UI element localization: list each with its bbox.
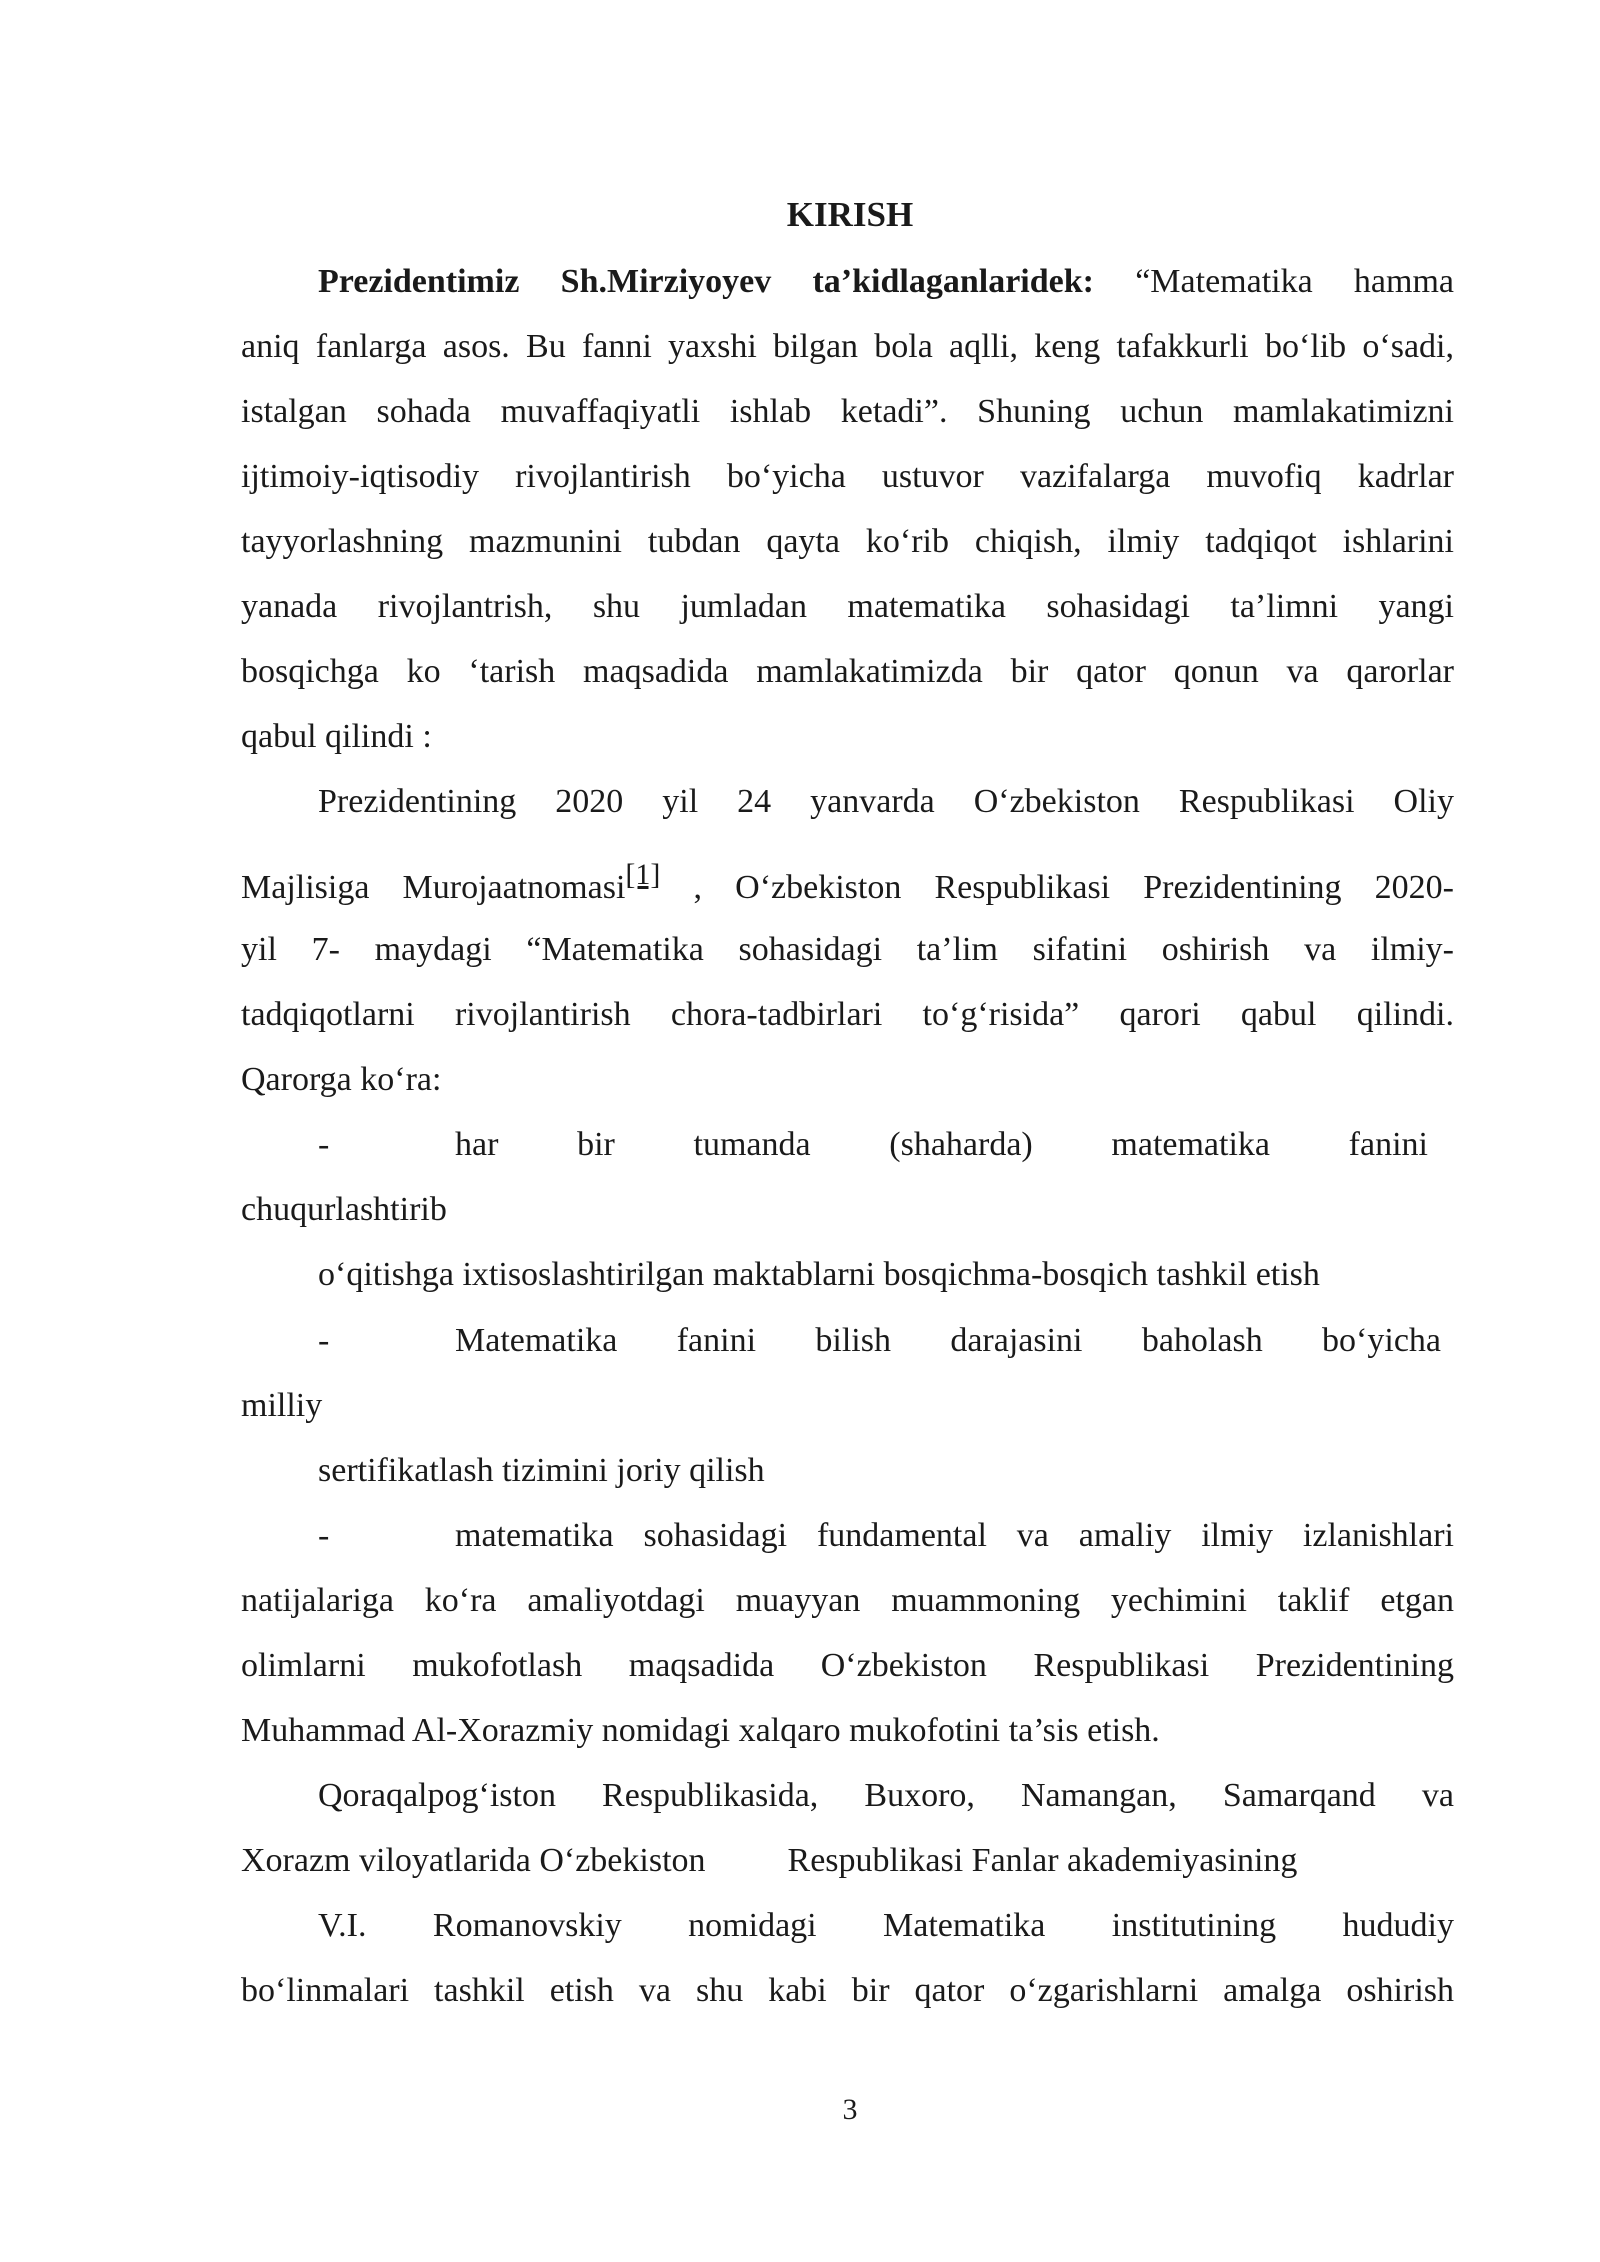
list-dash: - [318,1322,330,1359]
paragraph-2-line-4: tadqiqotlarni rivojlantirish chora-tadbirlari to‘g‘risida” qarori qabul qilindi. [241,996,1454,1033]
list-item-2-line-3: sertifikatlash tizimini joriy qilish [318,1452,765,1489]
paragraph-4-line-2: bo‘linmalari tashkil etish va shu kabi bir qator o‘zgarishlarni amalga oshirish [241,1972,1454,2009]
list-item-2-line-2: milliy [241,1387,323,1424]
list-dash: - [318,1126,330,1163]
decree-text: , O‘zbekiston Respublikasi Prezidentining 2020- [693,869,1454,906]
paragraph-1-line-8: qabul qilindi : [241,718,432,755]
quote-start: “Matematika hamma [1135,263,1455,300]
list-item-1-text: har bir tumanda (shaharda) matematika fanini [455,1126,1428,1163]
paragraph-2-line-2 [241,860,1454,913]
paragraph-3-line-2 [241,1836,1454,1886]
murojaatnoma-text: Majlisiga Murojaatnomasi [241,869,626,906]
paragraph-1-line-5: tayyorlashning mazmunini tubdan qayta ko‘rib chiqish, ilmiy tadqiqot ishlarini [241,523,1454,560]
list-item-3-line-2: natijalariga ko‘ra amaliyotdagi muayyan muammoning yechimini taklif etgan [241,1582,1454,1619]
paragraph-3-line-1: Qoraqalpog‘iston Respublikasida, Buxoro, Namangan, Samarqand va [318,1777,1454,1814]
president-quote-lead: Prezidentimiz Sh.Mirziyoyev ta’kidlaganlaridek: [318,263,1094,300]
list-item-3-line-1 [318,1511,1454,1561]
paragraph-1-line-6: yanada rivojlantrish, shu jumladan matematika sohasidagi ta’limni yangi [241,588,1454,625]
list-item-3-line-4: Muhammad Al-Xorazmiy nomidagi xalqaro mukofotini ta’sis etish. [241,1712,1160,1749]
page-number: 3 [842,2093,858,2126]
paragraph-1-line-2: aniq fanlarga asos. Bu fanni yaxshi bilgan bola aqlli, keng tafakkurli bo‘lib o‘sadi, [241,328,1454,365]
paragraph-2-line-5: Qarorga ko‘ra: [241,1061,442,1098]
list-item-2-line-1 [318,1316,1441,1366]
paragraph-2-line-3: yil 7- maydagi “Matematika sohasidagi ta’lim sifatini oshirish va ilmiy- [241,931,1454,968]
list-item-1-line-2: chuqurlashtirib [241,1191,447,1228]
xorazm-text: Xorazm viloyatlarida O‘zbekiston [241,1842,706,1879]
footnote-link[interactable]: [1] [625,858,661,891]
academy-text: Respublikasi Fanlar akademiyasining [787,1842,1298,1879]
list-item-1-line-3: o‘qitishga ixtisoslashtirilgan maktablarni bosqichma-bosqich tashkil etish [318,1256,1320,1293]
paragraph-4-line-1: V.I. Romanovskiy nomidagi Matematika institutining hududiy [318,1907,1454,1944]
paragraph-1-line-1 [318,257,1454,307]
section-title: KIRISH [786,195,914,234]
paragraph-2-line-1: Prezidentining 2020 yil 24 yanvarda O‘zbekiston Respublikasi Oliy [318,783,1454,820]
list-dash: - [318,1517,330,1554]
paragraph-1-line-7: bosqichga ko ‘tarish maqsadida mamlakatimizda bir qator qonun va qarorlar [241,653,1454,690]
paragraph-1-line-3: istalgan sohada muvaffaqiyatli ishlab ketadi”. Shuning uchun mamlakatimizni [241,393,1454,430]
list-item-1-line-1 [318,1120,1428,1170]
list-item-3-line-3: olimlarni mukofotlash maqsadida O‘zbekiston Respublikasi Prezidentining [241,1647,1454,1684]
list-item-2-text: Matematika fanini bilish darajasini baholash bo‘yicha [455,1322,1441,1359]
list-item-3-text: matematika sohasidagi fundamental va amaliy ilmiy izlanishlari [455,1517,1454,1554]
paragraph-1-line-4: ijtimoiy-iqtisodiy rivojlantirish bo‘yicha ustuvor vazifalarga muvofiq kadrlar [241,458,1454,495]
